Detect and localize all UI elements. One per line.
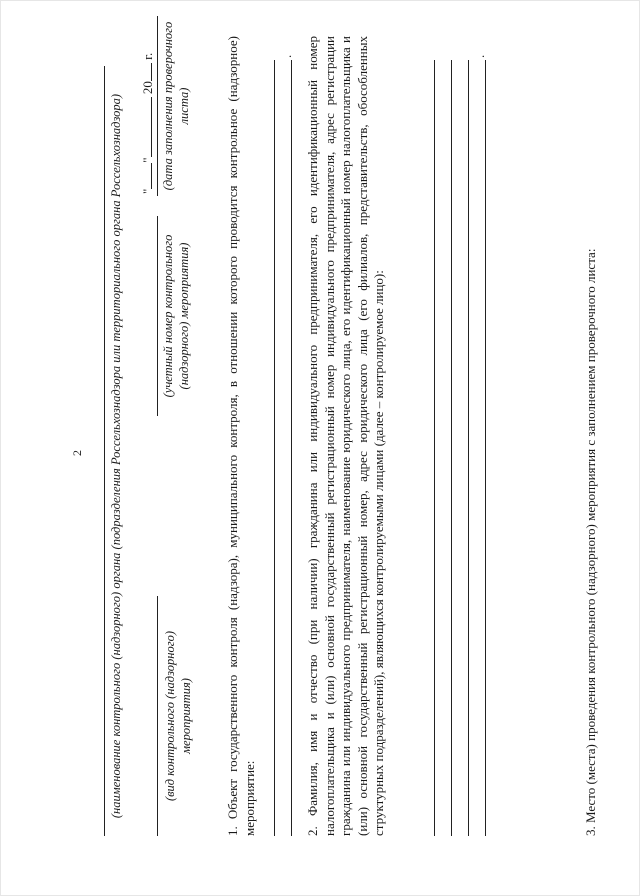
organ-name-caption: (наименование контрольного (надзорного) органа (подразделения Россельхознадзора или территориального органа Россельхознадзора): [109, 93, 123, 819]
uchetny-caption: (учетный номер контрольного (надзорного) мероприятия): [161, 234, 191, 398]
vid-line: [157, 596, 158, 836]
date-quote-close: ": [140, 157, 155, 163]
date-year-prefix: 20: [140, 81, 155, 95]
organ-name-line: [104, 66, 105, 836]
page-number: 2: [70, 450, 84, 456]
section-3-text: 3. Место (места) проведения контрольного (надзорного) мероприятия с заполнением проверочного листа:: [583, 248, 598, 836]
section-2-line-4: [485, 60, 486, 836]
section-2-end-mark: .: [472, 54, 487, 58]
date-template: [140, 53, 156, 194]
section-2-line-1: [434, 60, 435, 836]
section-2-line-2: [451, 60, 452, 836]
date-caption: (дата заполнения проверочного листа): [161, 21, 191, 191]
date-line: [157, 16, 158, 196]
date-quote-open: ": [140, 188, 155, 194]
section-1-line-2: [291, 60, 292, 836]
section-1-end-mark: .: [279, 54, 294, 58]
section-2-line-3: [468, 60, 469, 836]
section-2-text: 2. Фамилия, имя и отчество (при наличии) гражданина или индивидуального предпринимателя, его идентификационный номер налогоплательщика и (или) основной государственный регистрационный номер индивидуального предпринимателя, адрес регистрации гражданина или индивидуального предпринимателя, наименование юридического лица, его идентификационный номер налогоплательщика и (или) основной государственный регистрационный номер, адрес юридического лица (его филиалов, представительств, обособленных структурных подразделений), являющихся контролируемыми лицами (далее – контролируемое лицо):: [305, 36, 386, 836]
uchetny-line: [157, 216, 158, 416]
section-1-line-1: [274, 60, 275, 836]
date-year-suffix: г.: [140, 52, 155, 60]
section-1-text: 1. Объект государственного контроля (надзора), муниципального контроля, в отношении которого проводится контрольное (надзорное) мероприятие:: [225, 36, 257, 836]
vid-caption: (вид контрольного (надзорного) мероприятия): [163, 630, 193, 802]
